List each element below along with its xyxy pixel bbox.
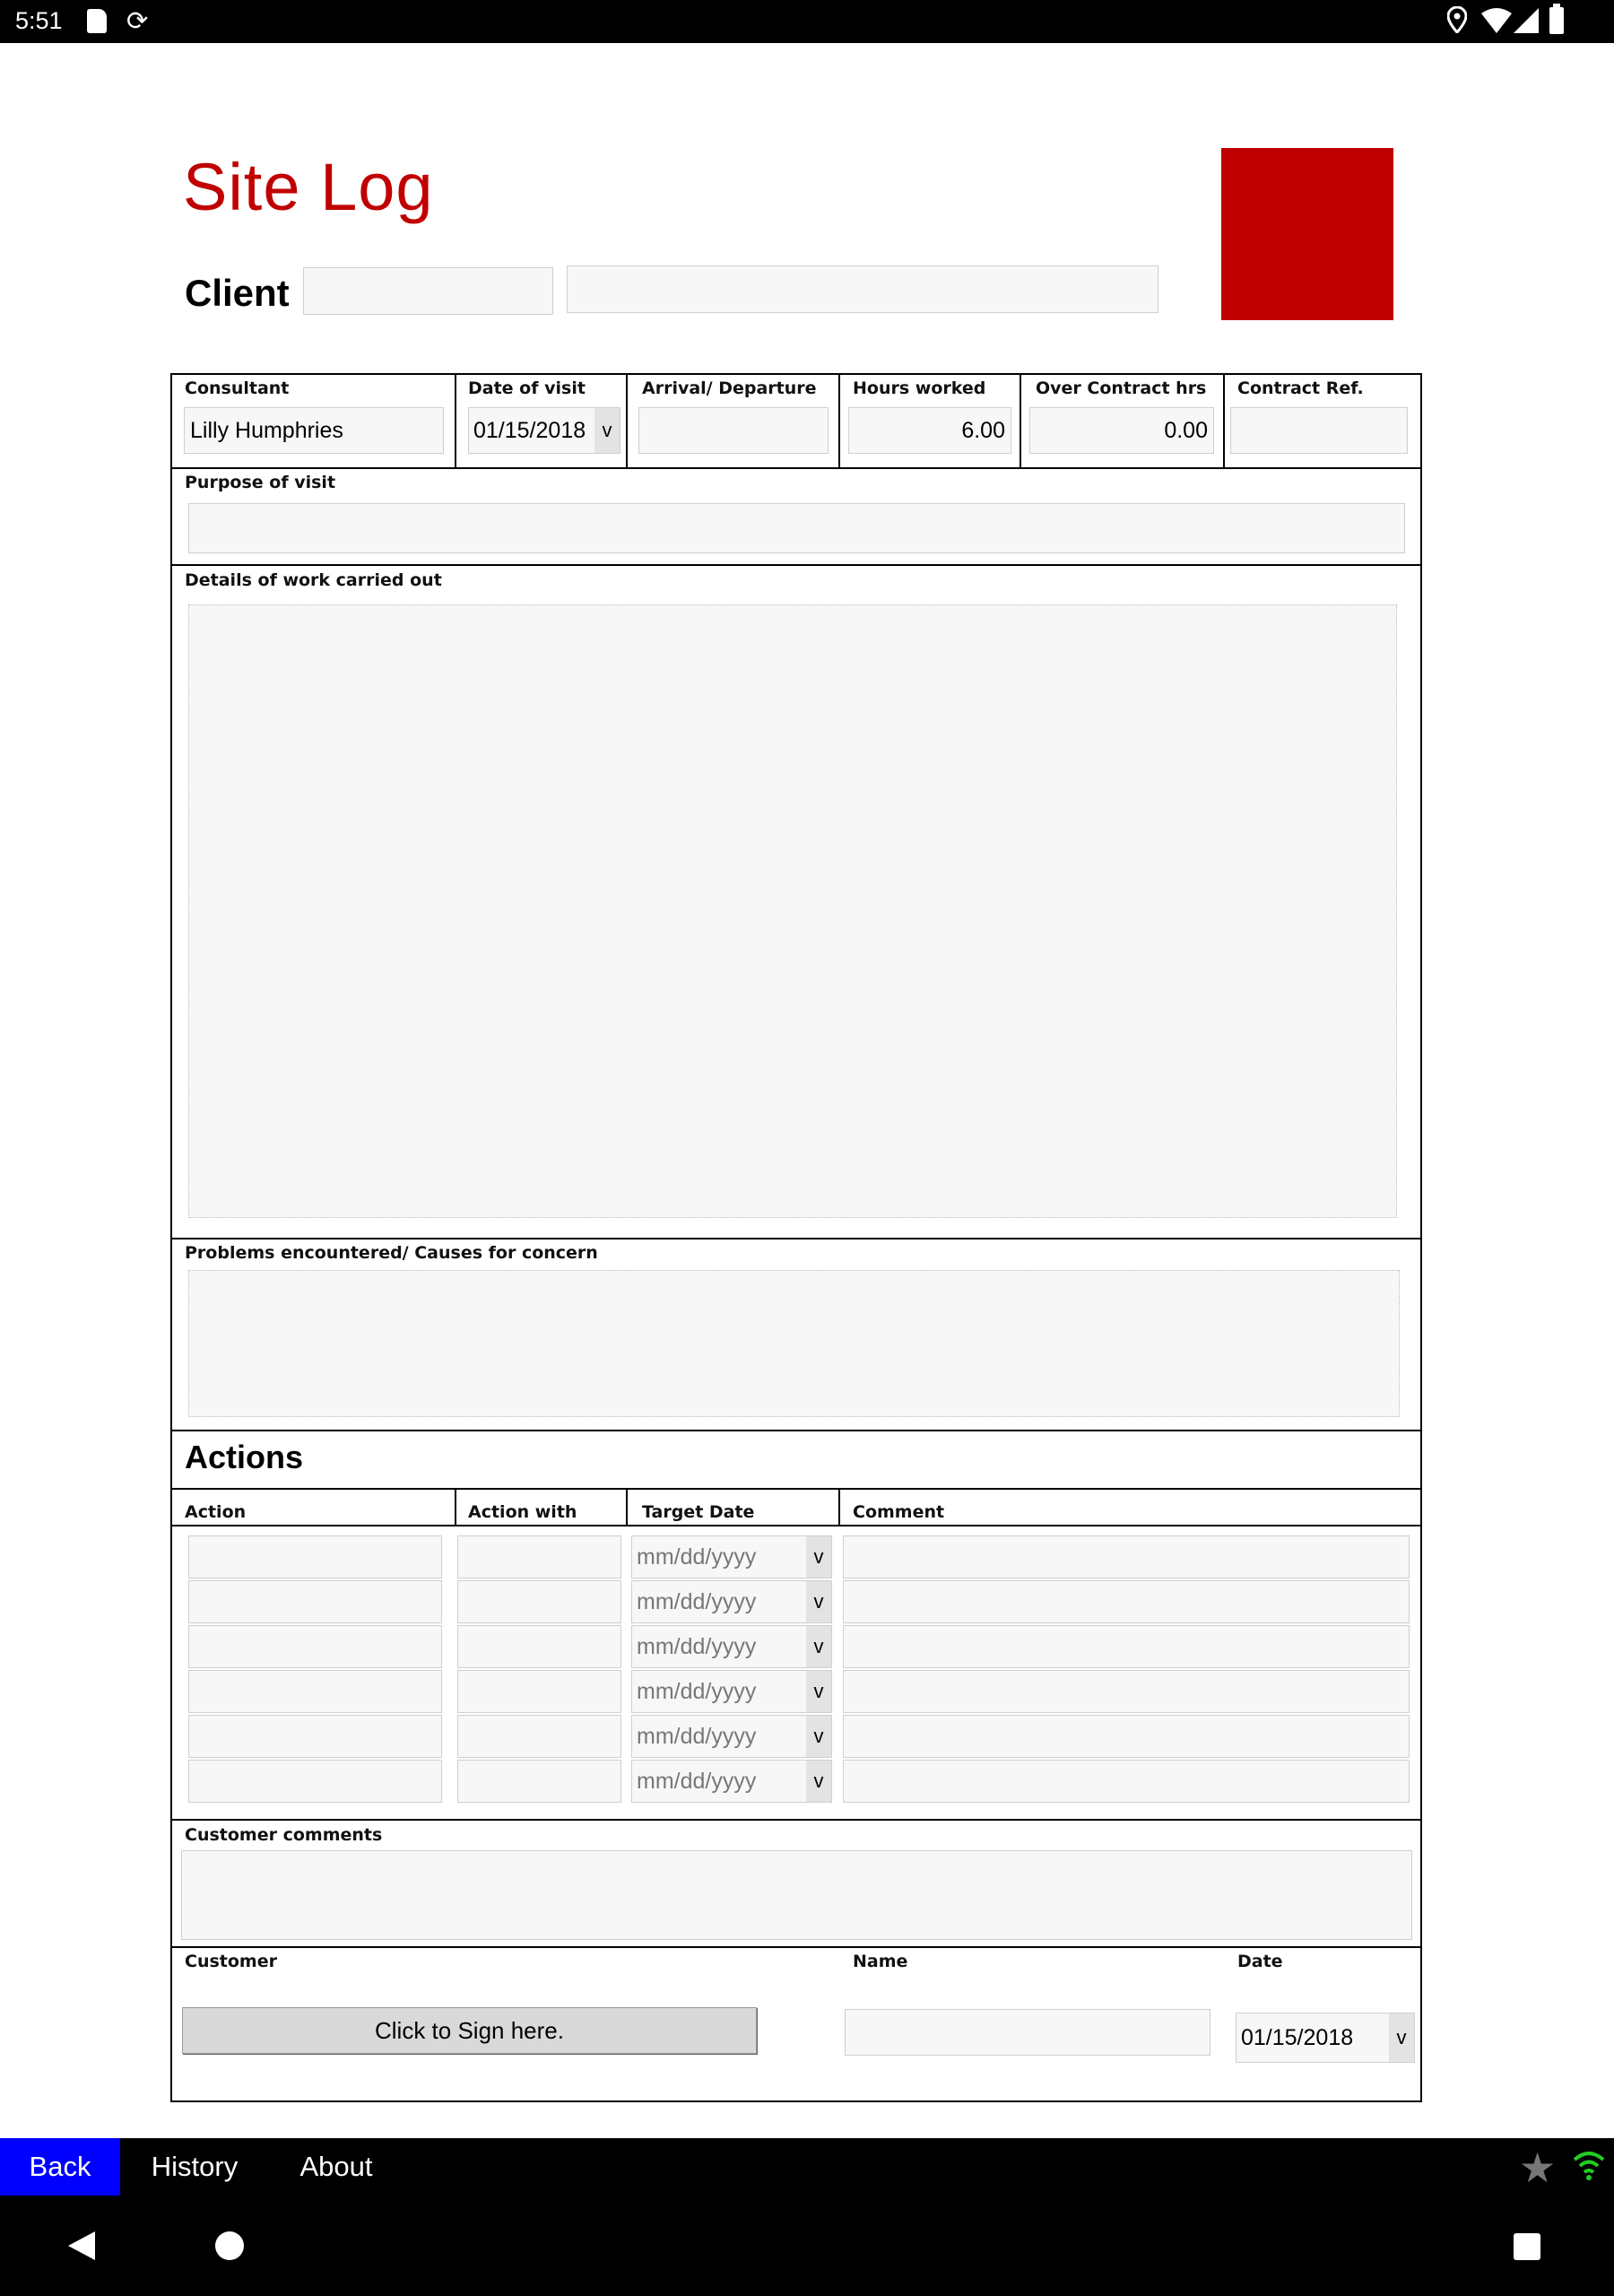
action-with-input[interactable]: [457, 1580, 621, 1623]
divider: [170, 564, 1422, 566]
action-with-input[interactable]: [457, 1625, 621, 1668]
target-date-value: mm/dd/yyyy: [637, 1588, 757, 1614]
arrival-departure-label: Arrival/ Departure: [642, 378, 817, 398]
actions-title: Actions: [185, 1439, 304, 1475]
purpose-input[interactable]: [188, 503, 1405, 553]
consultant-input[interactable]: Lilly Humphries: [184, 407, 444, 454]
contract-ref-label: Contract Ref.: [1237, 378, 1364, 398]
sync-icon: ⟳: [126, 5, 149, 36]
details-label: Details of work carried out: [185, 570, 442, 590]
chevron-down-icon[interactable]: v: [806, 1716, 831, 1757]
divider: [455, 1488, 456, 1526]
target-date-picker[interactable]: [631, 1535, 832, 1578]
customer-comments-textarea[interactable]: [181, 1850, 1412, 1940]
nav-back-icon[interactable]: [68, 2231, 95, 2260]
divider: [626, 373, 628, 468]
signoff-date-value: 01/15/2018: [1241, 2024, 1354, 2050]
customer-name-input[interactable]: [845, 2009, 1210, 2056]
about-button[interactable]: About: [299, 2151, 373, 2182]
contract-ref-input[interactable]: [1230, 407, 1408, 454]
chevron-down-icon[interactable]: v: [806, 1536, 831, 1578]
purpose-label: Purpose of visit: [185, 473, 336, 492]
client-label: Client: [185, 272, 290, 314]
target-date-value: mm/dd/yyyy: [637, 1633, 757, 1659]
action-input[interactable]: [188, 1670, 442, 1713]
wifi-icon: [1481, 8, 1512, 33]
action-column-header: Action: [185, 1502, 247, 1522]
target-date-picker[interactable]: [631, 1625, 832, 1668]
nav-recents-icon[interactable]: [1514, 2233, 1540, 2260]
comment-input[interactable]: [843, 1580, 1410, 1623]
signal-icon: [1514, 8, 1539, 33]
target-date-column-header: Target Date: [642, 1502, 755, 1522]
details-textarea[interactable]: [188, 604, 1397, 1218]
sign-here-button[interactable]: Click to Sign here.: [182, 2007, 757, 2054]
chevron-down-icon[interactable]: v: [806, 1581, 831, 1622]
location-icon: [1447, 6, 1467, 33]
page-title: Site Log: [183, 150, 434, 224]
divider: [626, 1488, 628, 1526]
problems-label: Problems encountered/ Causes for concern: [185, 1243, 598, 1263]
action-with-input[interactable]: [457, 1760, 621, 1803]
target-date-picker[interactable]: [631, 1580, 832, 1623]
hours-worked-label: Hours worked: [853, 378, 986, 398]
comment-input[interactable]: [843, 1535, 1410, 1578]
divider: [170, 1488, 1422, 1490]
target-date-value: mm/dd/yyyy: [637, 1723, 757, 1749]
status-time: 5:51: [15, 7, 63, 34]
signoff-date-picker[interactable]: [1236, 2013, 1415, 2063]
name-label: Name: [853, 1952, 908, 1971]
divider: [170, 1819, 1422, 1821]
divider: [838, 373, 840, 468]
back-button[interactable]: Back: [0, 2138, 120, 2196]
over-contract-label: Over Contract hrs: [1036, 378, 1207, 398]
problems-textarea[interactable]: [188, 1270, 1400, 1417]
divider: [1223, 373, 1225, 468]
chevron-down-icon[interactable]: v: [806, 1761, 831, 1802]
chevron-down-icon[interactable]: v: [806, 1671, 831, 1712]
date-of-visit-picker[interactable]: [468, 407, 620, 454]
chevron-down-icon[interactable]: v: [594, 408, 620, 453]
target-date-picker[interactable]: [631, 1760, 832, 1803]
history-button[interactable]: History: [151, 2151, 239, 2182]
comment-input[interactable]: [843, 1760, 1410, 1803]
action-input[interactable]: [188, 1535, 442, 1578]
customer-label: Customer: [185, 1952, 277, 1971]
bottom-nav-bar: [0, 2138, 1614, 2196]
date-of-visit-value: 01/15/2018: [473, 417, 586, 443]
action-with-column-header: Action with: [468, 1502, 577, 1522]
comment-input[interactable]: [843, 1625, 1410, 1668]
arrival-departure-input[interactable]: [638, 407, 829, 454]
comment-column-header: Comment: [853, 1502, 945, 1522]
company-logo: [1221, 148, 1393, 320]
sd-card-icon: [87, 9, 107, 33]
chevron-down-icon[interactable]: v: [806, 1626, 831, 1667]
consultant-label: Consultant: [185, 378, 290, 398]
divider: [170, 1946, 1422, 1948]
action-with-input[interactable]: [457, 1715, 621, 1758]
target-date-value: mm/dd/yyyy: [637, 1544, 757, 1570]
customer-comments-label: Customer comments: [185, 1825, 383, 1845]
action-input[interactable]: [188, 1760, 442, 1803]
wifi-status-icon: [1573, 2149, 1605, 2181]
status-bar: [0, 0, 1614, 43]
chevron-down-icon[interactable]: v: [1389, 2013, 1414, 2062]
target-date-picker[interactable]: [631, 1670, 832, 1713]
action-input[interactable]: [188, 1580, 442, 1623]
nav-home-icon[interactable]: [215, 2231, 244, 2260]
divider: [1020, 373, 1021, 468]
action-input[interactable]: [188, 1715, 442, 1758]
battery-icon: [1549, 7, 1564, 34]
client-name-input[interactable]: [567, 265, 1158, 313]
date-label: Date: [1237, 1952, 1283, 1971]
hours-worked-input[interactable]: 6.00: [848, 407, 1011, 454]
divider: [170, 1525, 1422, 1526]
divider: [170, 1238, 1422, 1239]
star-icon[interactable]: ★: [1519, 2144, 1557, 2192]
client-code-input[interactable]: [303, 267, 553, 315]
action-with-input[interactable]: [457, 1670, 621, 1713]
over-contract-input[interactable]: 0.00: [1029, 407, 1214, 454]
date-of-visit-label: Date of visit: [468, 378, 586, 398]
comment-input[interactable]: [843, 1715, 1410, 1758]
action-with-input[interactable]: [457, 1535, 621, 1578]
divider: [170, 1430, 1422, 1431]
divider: [838, 1488, 840, 1526]
target-date-value: mm/dd/yyyy: [637, 1678, 757, 1704]
target-date-value: mm/dd/yyyy: [637, 1768, 757, 1794]
divider: [170, 467, 1422, 469]
divider: [455, 373, 456, 468]
target-date-picker[interactable]: [631, 1715, 832, 1758]
action-input[interactable]: [188, 1625, 442, 1668]
comment-input[interactable]: [843, 1670, 1410, 1713]
